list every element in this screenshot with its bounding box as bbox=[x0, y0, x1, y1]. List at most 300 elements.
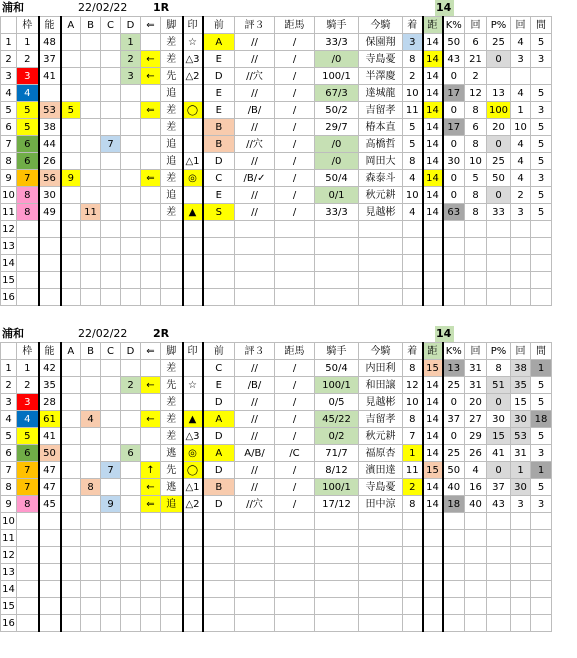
cell-empty bbox=[423, 221, 443, 238]
cell-jname: 半澤慶 bbox=[359, 68, 403, 85]
horse-row[interactable] bbox=[1, 85, 552, 102]
cell-eval: //穴 bbox=[235, 68, 275, 85]
cell-empty bbox=[161, 221, 183, 238]
cell-a: 5 bbox=[61, 102, 81, 119]
cell-kp: 0 bbox=[443, 68, 465, 85]
cell-empty bbox=[183, 581, 203, 598]
column-header: 距 bbox=[423, 17, 443, 34]
cell-empty bbox=[423, 530, 443, 547]
cell-jname: 森泰斗 bbox=[359, 170, 403, 187]
cell-kyori: 14 bbox=[423, 411, 443, 428]
cell-c bbox=[101, 85, 121, 102]
cell-empty bbox=[161, 615, 183, 632]
cell-empty bbox=[101, 598, 121, 615]
cell-interval: 5 bbox=[531, 34, 552, 51]
cell-empty bbox=[81, 238, 101, 255]
cell-empty bbox=[161, 547, 183, 564]
cell-empty bbox=[121, 598, 141, 615]
horse-row[interactable] bbox=[1, 204, 552, 221]
race-header bbox=[0, 326, 577, 342]
cell-kyori: 14 bbox=[423, 479, 443, 496]
cell-empty bbox=[101, 530, 121, 547]
cell-empty bbox=[403, 598, 423, 615]
cell-b bbox=[81, 170, 101, 187]
cell-prev: B bbox=[203, 479, 235, 496]
cell-k2: 31 bbox=[511, 445, 531, 462]
cell-finish: 12 bbox=[403, 377, 423, 394]
horse-row[interactable] bbox=[1, 428, 552, 445]
column-header: 枠 bbox=[17, 343, 39, 360]
cell-dist: / bbox=[275, 204, 315, 221]
race-table bbox=[0, 16, 552, 306]
cell-eval: // bbox=[235, 153, 275, 170]
cell-c: 7 bbox=[101, 136, 121, 153]
empty-row bbox=[1, 255, 552, 272]
cell-empty bbox=[465, 289, 487, 306]
cell-prev: A bbox=[203, 34, 235, 51]
cell-no: 8 bbox=[1, 153, 17, 170]
empty-row bbox=[1, 221, 552, 238]
cell-finish: 3 bbox=[403, 34, 423, 51]
cell-empty bbox=[465, 513, 487, 530]
cell-empty bbox=[465, 581, 487, 598]
cell-jname: 濱田達 bbox=[359, 462, 403, 479]
cell-no: 14 bbox=[1, 581, 17, 598]
cell-empty bbox=[61, 272, 81, 289]
cell-empty bbox=[17, 289, 39, 306]
cell-empty bbox=[487, 255, 511, 272]
cell-eval: /B/✓ bbox=[235, 170, 275, 187]
venue-label: 浦和 bbox=[2, 327, 24, 340]
horse-row[interactable] bbox=[1, 187, 552, 204]
cell-kyori: 14 bbox=[423, 428, 443, 445]
cell-c: 9 bbox=[101, 496, 121, 513]
horse-row[interactable] bbox=[1, 170, 552, 187]
cell-a bbox=[61, 360, 81, 377]
cell-arrow: ⇐ bbox=[141, 170, 161, 187]
cell-c bbox=[101, 187, 121, 204]
cell-interval: 5 bbox=[531, 153, 552, 170]
cell-jname: 達城龍 bbox=[359, 85, 403, 102]
cell-no: 7 bbox=[1, 136, 17, 153]
cell-empty bbox=[511, 564, 531, 581]
cell-empty bbox=[101, 615, 121, 632]
cell-a bbox=[61, 119, 81, 136]
cell-empty bbox=[465, 564, 487, 581]
cell-c bbox=[101, 479, 121, 496]
cell-kyori: 14 bbox=[423, 119, 443, 136]
cell-eval: // bbox=[235, 187, 275, 204]
cell-d bbox=[121, 136, 141, 153]
cell-eval: /B/ bbox=[235, 102, 275, 119]
column-header: K% bbox=[443, 343, 465, 360]
cell-a bbox=[61, 428, 81, 445]
column-header: B bbox=[81, 17, 101, 34]
cell-kp: 50 bbox=[443, 34, 465, 51]
cell-empty bbox=[39, 530, 61, 547]
cell-dist: / bbox=[275, 377, 315, 394]
cell-d bbox=[121, 153, 141, 170]
cell-waku: 2 bbox=[17, 51, 39, 68]
cell-interval bbox=[531, 68, 552, 85]
cell-d bbox=[121, 360, 141, 377]
column-header: 前 bbox=[203, 343, 235, 360]
date-label: 22/02/22 bbox=[78, 1, 128, 14]
cell-waku: 5 bbox=[17, 428, 39, 445]
cell-empty bbox=[235, 564, 275, 581]
column-header: 着 bbox=[403, 17, 423, 34]
cell-empty bbox=[81, 581, 101, 598]
cell-empty bbox=[403, 289, 423, 306]
cell-empty bbox=[101, 238, 121, 255]
cell-mark: ▲ bbox=[183, 204, 203, 221]
cell-interval: 1 bbox=[531, 360, 552, 377]
cell-empty bbox=[141, 598, 161, 615]
cell-empty bbox=[39, 581, 61, 598]
cell-c bbox=[101, 153, 121, 170]
cell-dist: / bbox=[275, 153, 315, 170]
cell-jockey: 17/12 bbox=[315, 496, 359, 513]
column-header: 能 bbox=[39, 343, 61, 360]
cell-power: 38 bbox=[39, 119, 61, 136]
cell-prev: C bbox=[203, 360, 235, 377]
cell-empty bbox=[531, 513, 552, 530]
cell-mark: ◎ bbox=[183, 170, 203, 187]
cell-empty bbox=[17, 530, 39, 547]
cell-c bbox=[101, 170, 121, 187]
column-header: 回 bbox=[465, 343, 487, 360]
cell-empty bbox=[183, 513, 203, 530]
cell-empty bbox=[141, 513, 161, 530]
cell-empty bbox=[315, 289, 359, 306]
horse-row[interactable] bbox=[1, 394, 552, 411]
cell-power: 53 bbox=[39, 102, 61, 119]
cell-empty bbox=[531, 615, 552, 632]
cell-empty bbox=[61, 255, 81, 272]
cell-empty bbox=[465, 615, 487, 632]
cell-kp: 0 bbox=[443, 136, 465, 153]
cell-empty bbox=[403, 615, 423, 632]
column-header: P% bbox=[487, 343, 511, 360]
cell-empty bbox=[511, 272, 531, 289]
cell-empty bbox=[359, 564, 403, 581]
cell-style: 差 bbox=[161, 51, 183, 68]
cell-empty bbox=[183, 272, 203, 289]
cell-empty bbox=[403, 581, 423, 598]
cell-style: 先 bbox=[161, 462, 183, 479]
cell-empty bbox=[61, 615, 81, 632]
cell-k2: 4 bbox=[511, 153, 531, 170]
cell-jname: 寺島憂 bbox=[359, 51, 403, 68]
cell-d bbox=[121, 411, 141, 428]
cell-empty bbox=[315, 530, 359, 547]
cell-mark: ▲ bbox=[183, 411, 203, 428]
column-header: 間 bbox=[531, 17, 552, 34]
cell-waku: 6 bbox=[17, 153, 39, 170]
cell-empty bbox=[235, 289, 275, 306]
cell-empty bbox=[39, 598, 61, 615]
cell-kp: 40 bbox=[443, 479, 465, 496]
cell-kyori: 14 bbox=[423, 85, 443, 102]
cell-arrow bbox=[141, 394, 161, 411]
cell-empty bbox=[531, 598, 552, 615]
cell-k2: 4 bbox=[511, 136, 531, 153]
cell-k1: 10 bbox=[465, 153, 487, 170]
cell-prev: B bbox=[203, 119, 235, 136]
cell-style: 差 bbox=[161, 394, 183, 411]
cell-empty bbox=[423, 615, 443, 632]
cell-mark: △3 bbox=[183, 428, 203, 445]
cell-a bbox=[61, 187, 81, 204]
cell-empty bbox=[423, 289, 443, 306]
cell-jname: 福原杏 bbox=[359, 445, 403, 462]
horse-row[interactable] bbox=[1, 496, 552, 513]
cell-power bbox=[39, 85, 61, 102]
cell-empty bbox=[121, 289, 141, 306]
cell-eval: //穴 bbox=[235, 136, 275, 153]
cell-empty bbox=[235, 547, 275, 564]
cell-mark: ☆ bbox=[183, 377, 203, 394]
cell-empty bbox=[359, 255, 403, 272]
cell-empty bbox=[487, 289, 511, 306]
cell-empty bbox=[511, 513, 531, 530]
cell-empty bbox=[465, 547, 487, 564]
cell-kyori: 14 bbox=[423, 170, 443, 187]
cell-prev: D bbox=[203, 496, 235, 513]
cell-kyori: 14 bbox=[423, 377, 443, 394]
cell-empty bbox=[39, 547, 61, 564]
cell-dist: / bbox=[275, 68, 315, 85]
cell-empty bbox=[121, 255, 141, 272]
cell-finish: 8 bbox=[403, 360, 423, 377]
cell-empty bbox=[203, 289, 235, 306]
cell-empty bbox=[81, 598, 101, 615]
cell-b: 11 bbox=[81, 204, 101, 221]
empty-row bbox=[1, 564, 552, 581]
horse-row[interactable] bbox=[1, 479, 552, 496]
cell-b bbox=[81, 34, 101, 51]
column-header: ⇐ bbox=[141, 343, 161, 360]
cell-empty bbox=[39, 255, 61, 272]
cell-c bbox=[101, 411, 121, 428]
cell-jname: 椿本直 bbox=[359, 119, 403, 136]
cell-pp: 0 bbox=[487, 51, 511, 68]
cell-power: 45 bbox=[39, 496, 61, 513]
cell-empty bbox=[39, 289, 61, 306]
cell-kp: 50 bbox=[443, 462, 465, 479]
cell-finish: 10 bbox=[403, 85, 423, 102]
cell-power: 44 bbox=[39, 136, 61, 153]
cell-jockey: 29/7 bbox=[315, 119, 359, 136]
cell-k2: 35 bbox=[511, 377, 531, 394]
cell-waku: 6 bbox=[17, 136, 39, 153]
cell-empty bbox=[141, 238, 161, 255]
empty-row bbox=[1, 530, 552, 547]
cell-dist: / bbox=[275, 428, 315, 445]
cell-no: 5 bbox=[1, 428, 17, 445]
cell-eval: // bbox=[235, 34, 275, 51]
cell-empty bbox=[39, 238, 61, 255]
cell-empty bbox=[203, 221, 235, 238]
cell-empty bbox=[315, 272, 359, 289]
cell-eval: // bbox=[235, 360, 275, 377]
cell-dist: / bbox=[275, 462, 315, 479]
cell-d: 2 bbox=[121, 377, 141, 394]
cell-dist: / bbox=[275, 496, 315, 513]
cell-style: 差 bbox=[161, 170, 183, 187]
empty-row bbox=[1, 513, 552, 530]
horse-row[interactable] bbox=[1, 153, 552, 170]
cell-a bbox=[61, 51, 81, 68]
horse-row[interactable] bbox=[1, 360, 552, 377]
cell-b bbox=[81, 428, 101, 445]
cell-k1: 6 bbox=[465, 119, 487, 136]
cell-no: 4 bbox=[1, 85, 17, 102]
cell-finish: 2 bbox=[403, 68, 423, 85]
cell-arrow bbox=[141, 187, 161, 204]
cell-empty bbox=[443, 581, 465, 598]
cell-interval: 5 bbox=[531, 479, 552, 496]
cell-arrow: ← bbox=[141, 51, 161, 68]
cell-waku: 7 bbox=[17, 462, 39, 479]
cell-eval: //穴 bbox=[235, 496, 275, 513]
cell-empty bbox=[17, 581, 39, 598]
cell-b bbox=[81, 496, 101, 513]
horse-row[interactable] bbox=[1, 411, 552, 428]
cell-waku: 8 bbox=[17, 187, 39, 204]
cell-empty bbox=[141, 615, 161, 632]
cell-no: 6 bbox=[1, 445, 17, 462]
cell-empty bbox=[487, 581, 511, 598]
cell-prev: S bbox=[203, 204, 235, 221]
cell-a bbox=[61, 68, 81, 85]
cell-empty bbox=[275, 581, 315, 598]
horse-row[interactable] bbox=[1, 51, 552, 68]
horse-row[interactable] bbox=[1, 102, 552, 119]
cell-k2: 2 bbox=[511, 187, 531, 204]
cell-a bbox=[61, 479, 81, 496]
cell-dist: /C bbox=[275, 445, 315, 462]
cell-no: 2 bbox=[1, 51, 17, 68]
horse-row[interactable] bbox=[1, 377, 552, 394]
cell-k2: 4 bbox=[511, 170, 531, 187]
cell-empty bbox=[183, 564, 203, 581]
cell-empty bbox=[101, 564, 121, 581]
horse-row[interactable] bbox=[1, 445, 552, 462]
cell-empty bbox=[203, 238, 235, 255]
cell-no: 1 bbox=[1, 34, 17, 51]
cell-waku: 8 bbox=[17, 204, 39, 221]
cell-power: 50 bbox=[39, 445, 61, 462]
cell-empty bbox=[511, 221, 531, 238]
cell-eval: // bbox=[235, 51, 275, 68]
horse-row[interactable] bbox=[1, 462, 552, 479]
cell-jockey: 0/5 bbox=[315, 394, 359, 411]
cell-empty bbox=[511, 289, 531, 306]
cell-jockey: 0/1 bbox=[315, 187, 359, 204]
cell-k2: 3 bbox=[511, 496, 531, 513]
column-header: D bbox=[121, 17, 141, 34]
cell-c bbox=[101, 102, 121, 119]
cell-power: 61 bbox=[39, 411, 61, 428]
cell-empty bbox=[101, 221, 121, 238]
cell-d bbox=[121, 496, 141, 513]
cell-interval: 18 bbox=[531, 411, 552, 428]
cell-empty bbox=[275, 272, 315, 289]
cell-mark: △2 bbox=[183, 68, 203, 85]
cell-empty bbox=[235, 238, 275, 255]
cell-empty bbox=[141, 564, 161, 581]
cell-d: 2 bbox=[121, 51, 141, 68]
cell-empty bbox=[359, 547, 403, 564]
cell-empty bbox=[101, 255, 121, 272]
cell-prev: E bbox=[203, 85, 235, 102]
cell-pp: 0 bbox=[487, 136, 511, 153]
cell-arrow bbox=[141, 85, 161, 102]
horse-row[interactable] bbox=[1, 119, 552, 136]
horse-row[interactable] bbox=[1, 136, 552, 153]
cell-d: 3 bbox=[121, 68, 141, 85]
cell-jname: 高橋哲 bbox=[359, 136, 403, 153]
cell-k1: 20 bbox=[465, 394, 487, 411]
cell-k1: 26 bbox=[465, 445, 487, 462]
cell-empty bbox=[183, 598, 203, 615]
cell-empty bbox=[275, 238, 315, 255]
cell-empty bbox=[81, 615, 101, 632]
cell-empty bbox=[39, 564, 61, 581]
cell-empty bbox=[403, 272, 423, 289]
cell-jname: 和田譲 bbox=[359, 377, 403, 394]
cell-eval: // bbox=[235, 462, 275, 479]
cell-jname: 見越彬 bbox=[359, 204, 403, 221]
cell-empty bbox=[161, 513, 183, 530]
cell-mark: ◯ bbox=[183, 102, 203, 119]
cell-a: 9 bbox=[61, 170, 81, 187]
cell-k1: 2 bbox=[465, 68, 487, 85]
cell-dist: / bbox=[275, 187, 315, 204]
cell-pp: 15 bbox=[487, 428, 511, 445]
cell-empty bbox=[423, 581, 443, 598]
cell-pp: 0 bbox=[487, 462, 511, 479]
cell-style: 逃 bbox=[161, 445, 183, 462]
cell-prev: D bbox=[203, 462, 235, 479]
cell-empty bbox=[203, 547, 235, 564]
cell-empty bbox=[183, 221, 203, 238]
cell-empty bbox=[17, 221, 39, 238]
cell-empty bbox=[141, 581, 161, 598]
cell-waku: 6 bbox=[17, 445, 39, 462]
cell-d: 1 bbox=[121, 34, 141, 51]
cell-empty bbox=[141, 289, 161, 306]
cell-empty bbox=[17, 238, 39, 255]
cell-pp: 0 bbox=[487, 394, 511, 411]
cell-interval: 5 bbox=[531, 428, 552, 445]
cell-no: 11 bbox=[1, 530, 17, 547]
cell-empty bbox=[403, 255, 423, 272]
cell-mark: △1 bbox=[183, 479, 203, 496]
cell-empty bbox=[275, 255, 315, 272]
cell-empty bbox=[81, 513, 101, 530]
cell-d bbox=[121, 85, 141, 102]
horse-row[interactable] bbox=[1, 68, 552, 85]
empty-row bbox=[1, 615, 552, 632]
cell-dist: / bbox=[275, 360, 315, 377]
cell-jockey: 67/3 bbox=[315, 85, 359, 102]
cell-arrow bbox=[141, 204, 161, 221]
cell-arrow bbox=[141, 428, 161, 445]
cell-a bbox=[61, 136, 81, 153]
horse-row[interactable] bbox=[1, 34, 552, 51]
